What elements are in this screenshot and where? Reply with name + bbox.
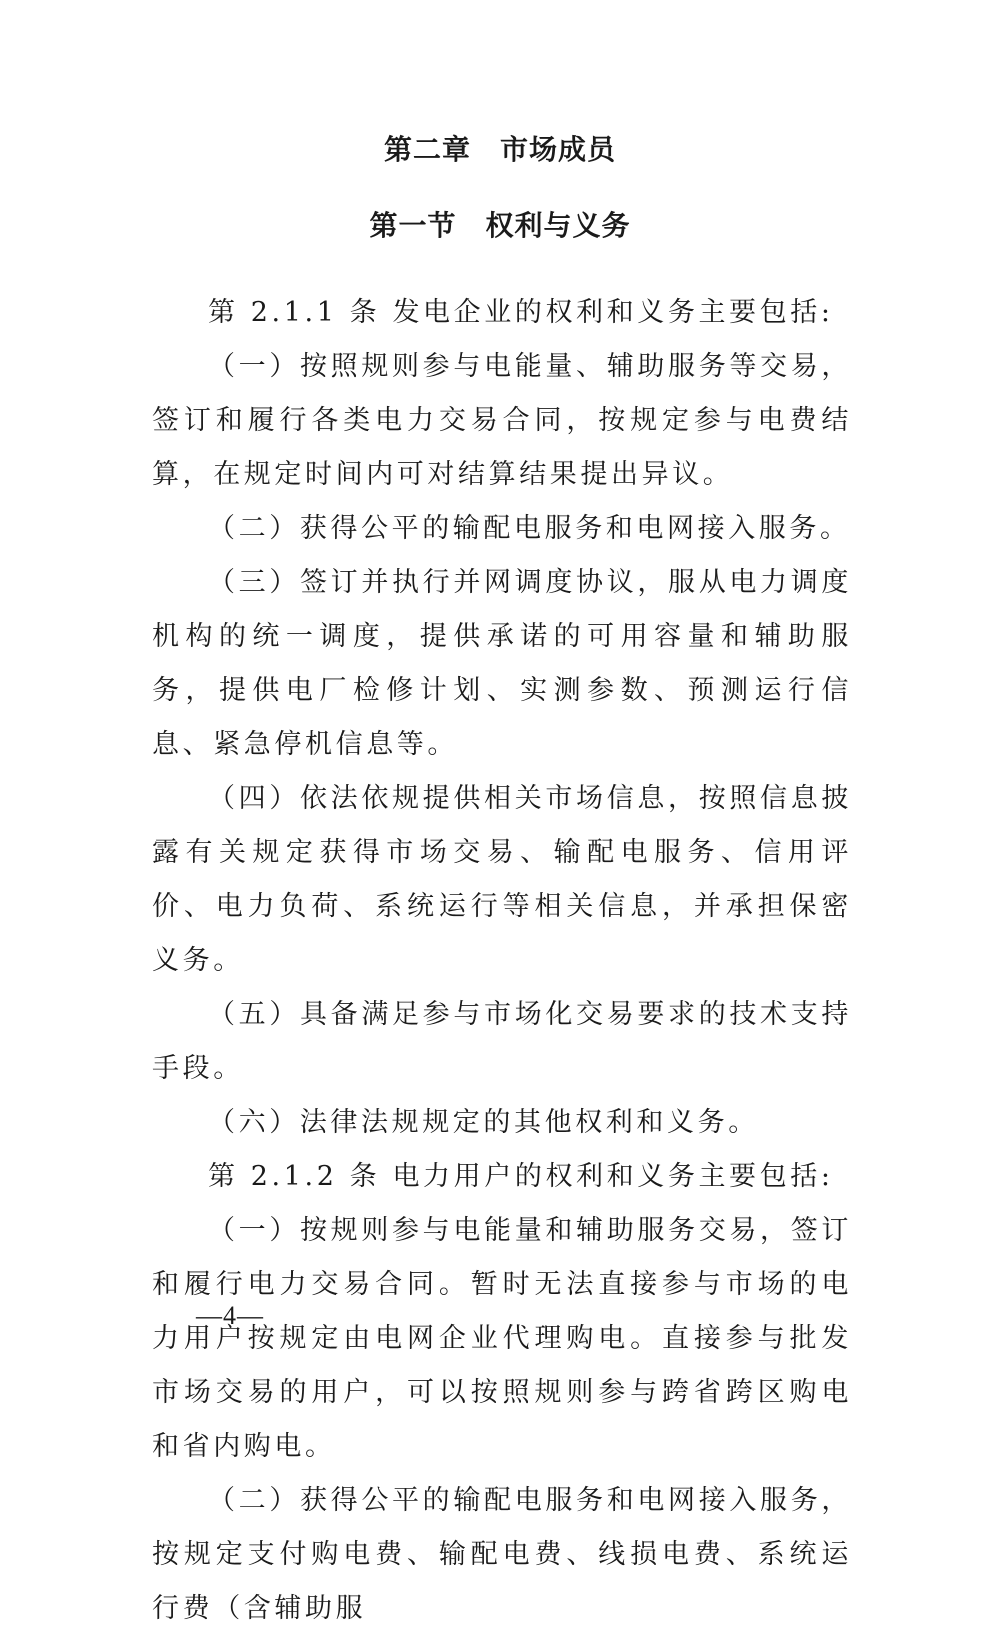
article-2-1-1-item-5: （五）具备满足参与市场化交易要求的技术支持手段。 [152, 999, 852, 1084]
article-2-1-1-heading: 第 2.1.1 条 发电企业的权利和义务主要包括: [208, 297, 834, 328]
article-2-1-2-item-2: （二）获得公平的输配电服务和电网接入服务，按规定支付购电费、输配电费、线损电费、系统运行费（含辅助服 [152, 1485, 852, 1624]
article-2-1-2-item-1: （一）按规则参与电能量和辅助服务交易，签订和履行电力交易合同。暂时无法直接参与市场的电力用户按规定由电网企业代理购电。直接参与批发市场交易的用户，可以按照规则参与跨省跨区购电和省内购电。 [152, 1215, 852, 1462]
article-2-1-1-item-2: （二）获得公平的输配电服务和电网接入服务。 [208, 513, 851, 544]
chapter-title: 第二章 市场成员 [383, 133, 616, 166]
article-2-1-1-item-6: （六）法律法规规定的其他权利和义务。 [208, 1107, 759, 1138]
article-2-1-2-heading: 第 2.1.2 条 电力用户的权利和义务主要包括: [208, 1161, 834, 1192]
article-2-1-1-item-1: （一）按照规则参与电能量、辅助服务等交易，签订和履行各类电力交易合同，按规定参与电费结算，在规定时间内可对结算结果提出异议。 [152, 351, 852, 490]
section-title: 第一节 权利与义务 [369, 209, 631, 242]
body-text [152, 286, 852, 1636]
page-number: —4— [196, 1301, 264, 1330]
article-2-1-1-item-4: （四）依法依规提供相关市场信息，按照信息披露有关规定获得市场交易、输配电服务、信用评价、电力负荷、系统运行等相关信息，并承担保密义务。 [152, 783, 852, 976]
article-2-1-1-item-3: （三）签订并执行并网调度协议，服从电力调度机构的统一调度，提供承诺的可用容量和辅助服务，提供电厂检修计划、实测参数、预测运行信息、紧急停机信息等。 [152, 567, 852, 760]
